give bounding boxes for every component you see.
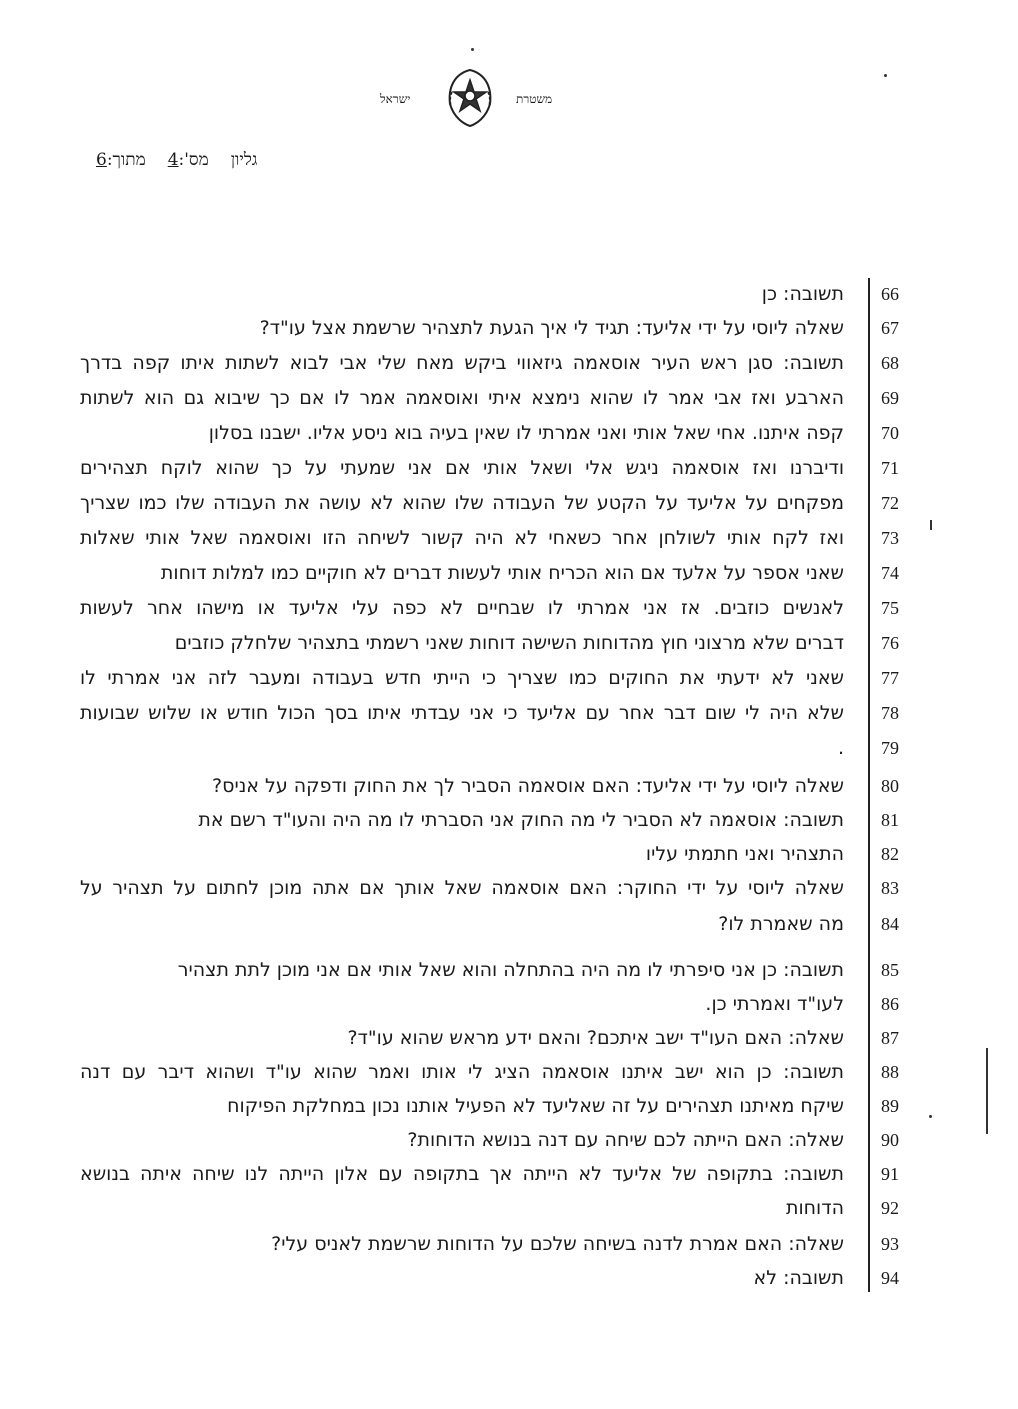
line-number: 76: [881, 633, 899, 653]
line-text: דברים שלא מרצוני חוץ מהדוחות השישה דוחות שאני רשמתי בתצהיר שלחלק כוזבים: [174, 632, 844, 654]
line-text: תשובה: לא: [753, 1267, 844, 1289]
line-text: תשובה: בתקופה של אליעד לא הייתה אך בתקופה עם אלון הייתה לנו שיחה איתה בנושא: [80, 1163, 844, 1185]
line-number: 73: [881, 528, 899, 548]
transcript-line: [0, 1056, 1018, 1088]
transcript-line: [0, 954, 1018, 986]
transcript-line: [0, 988, 1018, 1020]
line-number: 67: [881, 318, 899, 338]
transcript-line: [0, 557, 1018, 589]
line-text: ודיברנו ואז אוסאמה ניגש אלי ושאל אותי אם אני שמעתי על כך שהוא לוקח תצהירים: [80, 457, 844, 479]
header-police-text: משטרת: [516, 92, 553, 106]
line-number: 68: [881, 353, 899, 373]
header-israel-text: ישראל: [380, 92, 411, 106]
line-text: התצהיר ואני חתמתי עליו: [645, 843, 844, 865]
transcript-line: [0, 347, 1018, 379]
line-text: לאנשים כוזבים. אז אני אמרתי לו שבחיים לא כפה עלי אליעד או מישהו אחר לעשות: [80, 597, 844, 619]
line-text: שאני אספר על אלעד אם הוא הכריח אותי לעשות דברים לא חוקיים כמו למלות דוחות: [160, 562, 844, 584]
line-text: תשובה: אוסאמה לא הסביר לי מה החוק אני הסברתי לו מה היה והעו"ד רשם את: [198, 809, 844, 831]
line-number: 88: [881, 1062, 899, 1082]
line-text: שאלה: האם העו"ד ישב איתכם? והאם ידע מראש שהוא עו"ד?: [347, 1027, 844, 1049]
number-label: מס':: [178, 150, 209, 170]
transcript-line: [0, 487, 1018, 519]
transcript-line: [0, 872, 1018, 904]
line-text: שאני לא ידעתי את החוקים כמו שצריך כי הייתי חדש בעבודה ומעבר לזה אני אמרתי לו: [80, 667, 844, 689]
line-number: 82: [881, 844, 899, 864]
line-number: 70: [881, 423, 899, 443]
line-text: קפה איתנו. אחי שאל אותי ואני אמרתי לו שאין בעיה בוא ניסע אליו. ישבנו בסלון: [208, 422, 844, 444]
number-value: 4: [167, 150, 179, 170]
transcript-line: [0, 382, 1018, 414]
line-text: שאלה: האם הייתה לכם שיחה עם דנה בנושא הדוחות?: [407, 1129, 844, 1151]
line-number: 87: [881, 1028, 899, 1048]
line-text: תשובה: כן הוא ישב איתנו אוסאמה הציג לי אותו ואמר שהוא עו"ד ושהוא דיבר עם דנה: [80, 1061, 844, 1083]
line-number: 75: [881, 598, 899, 618]
line-text: שאלה: האם אמרת לדנה בשיחה שלכם על הדוחות שרשמת לאניס עלי?: [271, 1233, 844, 1255]
line-number: 78: [881, 703, 899, 723]
line-text: מה שאמרת לו?: [718, 913, 844, 935]
line-number: 72: [881, 493, 899, 513]
line-number: 66: [881, 284, 899, 304]
line-number: 79: [881, 738, 899, 758]
transcript-line: [0, 1124, 1018, 1156]
transcript-line: [0, 1262, 1018, 1294]
transcript-line: [0, 627, 1018, 659]
transcript-line: [0, 1192, 1018, 1224]
transcript-line: [0, 1158, 1018, 1190]
line-text: מפקחים על אליעד על הקטע של העבודה שלו שהוא לא עושה את העבודה שלו כמו שצריך: [80, 492, 844, 514]
transcript-line: [0, 804, 1018, 836]
of-value: 6: [96, 150, 107, 170]
line-text: שאלה ליוסי על ידי החוקר: האם אוסאמה שאל אותך אם אתה מוכן לחתום על תצהיר על: [80, 877, 844, 899]
transcript-line: [0, 1090, 1018, 1122]
line-number: 74: [881, 563, 899, 583]
line-number: 91: [881, 1164, 899, 1184]
line-text: שאלה ליוסי על ידי אליעד: תגיד לי איך הגעת לתצהיר שרשמת אצל עו"ד?: [259, 317, 844, 339]
line-number: 81: [881, 810, 899, 830]
transcript-line: [0, 278, 1018, 310]
transcript-line: [0, 662, 1018, 694]
line-number: 69: [881, 388, 899, 408]
transcript-line: [0, 770, 1018, 802]
transcript-line: [0, 732, 1018, 764]
line-number: 83: [881, 878, 899, 898]
line-text: תשובה: סגן ראש העיר אוסאמה גיזאווי ביקש מאח שלי אבי לבוא לשתות איתו קפה בדרך: [80, 352, 844, 374]
transcript-line: [0, 1022, 1018, 1054]
of-label: מתוך:: [106, 150, 146, 170]
transcript-line: [0, 838, 1018, 870]
sheet-label: גליון: [230, 150, 258, 170]
line-text: שלא היה לי שום דבר אחר עם אליעד כי אני עבדתי איתו בסך הכול חודש או שלוש שבועות: [80, 702, 844, 724]
line-text: תשובה: כן: [761, 283, 844, 305]
line-text: שיקח מאיתנו תצהירים על זה שאליעד לא הפעיל אותנו נכון במחלקת הפיקוח: [227, 1095, 844, 1117]
line-number: 93: [881, 1234, 899, 1254]
line-text: הדוחות: [785, 1197, 844, 1219]
line-text: ואז לקח אותי לשולחן אחר כשאחי לא היה קשור לשיחה הזו ואוסאמה שאל אותי שאלות: [80, 527, 844, 549]
transcript-line: [0, 908, 1018, 940]
line-text: .: [837, 737, 844, 759]
line-number: 85: [881, 960, 899, 980]
line-number: 77: [881, 668, 899, 688]
line-number: 92: [881, 1198, 899, 1218]
line-number: 94: [881, 1268, 899, 1288]
line-number: 90: [881, 1130, 899, 1150]
line-number: 80: [881, 776, 899, 796]
line-number: 89: [881, 1096, 899, 1116]
line-text: הארבע ואז אבי אמר לו שהוא נימצא איתי ואוסאמה אמר לו אם כך שיבוא גם הוא לשתות: [80, 387, 844, 409]
transcript-line: [0, 417, 1018, 449]
line-number: 84: [881, 914, 899, 934]
line-number: 86: [881, 994, 899, 1014]
transcript-line: [0, 697, 1018, 729]
line-text: תשובה: כן אני סיפרתי לו מה היה בהתחלה והוא שאל אותי אם אני מוכן לתת תצהיר: [177, 959, 844, 981]
transcript-line: [0, 312, 1018, 344]
transcript-line: [0, 522, 1018, 554]
transcript-line: [0, 592, 1018, 624]
line-text: לעו"ד ואמרתי כן.: [705, 993, 844, 1015]
transcript-line: [0, 1228, 1018, 1260]
line-number: 71: [881, 458, 899, 478]
transcript-line: [0, 452, 1018, 484]
line-text: שאלה ליוסי על ידי אליעד: האם אוסאמה הסביר לך את החוק ודפקה על אניס?: [212, 775, 844, 797]
